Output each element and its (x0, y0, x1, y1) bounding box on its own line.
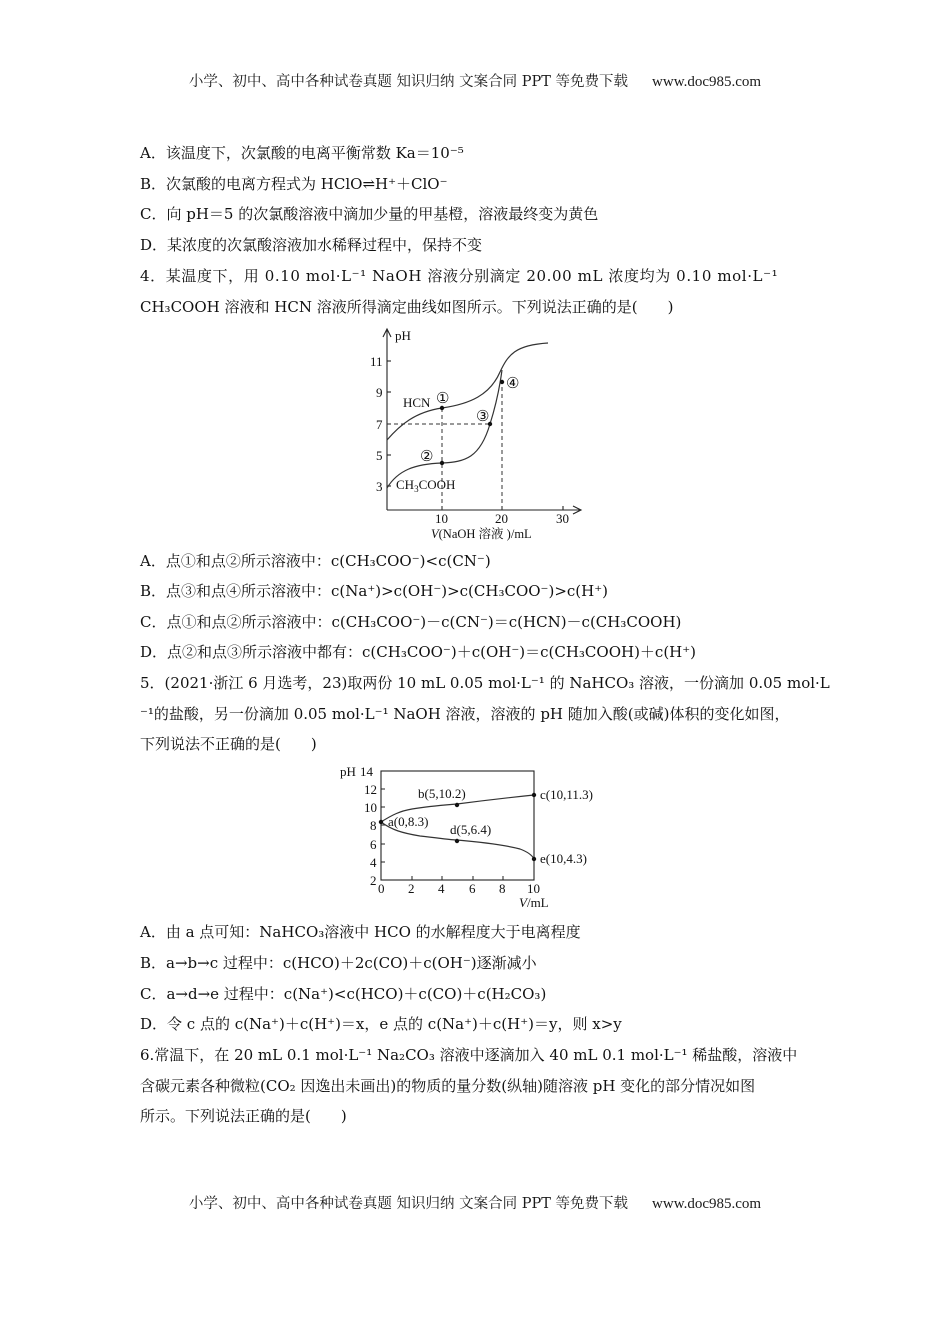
svg-text:20: 20 (495, 511, 508, 526)
q5-option-a: A．由 a 点可知：NaHCO₃溶液中 HCO 的水解程度大于电离程度 (140, 923, 581, 941)
q5-option-d: D．令 c 点的 c(Na⁺)＋c(H⁺)＝x，e 点的 c(Na⁺)＋c(H⁺)＝y，则 x>y (140, 1015, 622, 1033)
svg-text:10: 10 (435, 511, 448, 526)
point-c (532, 793, 536, 797)
footer-url[interactable]: www.doc985.com (652, 1196, 762, 1212)
svg-text:V(NaOH 溶液 )/mL: V(NaOH 溶液 )/mL (431, 527, 532, 541)
q6-stem-line1: 6.常温下，在 20 mL 0.1 mol·L⁻¹ Na₂CO₃ 溶液中逐滴加入 40 mL 0.1 mol·L⁻¹ 稀盐酸，溶液中 (140, 1046, 798, 1064)
q4-option-d: D．点②和点③所示溶液中都有：c(CH₃COO⁻)＋c(OH⁻)＝c(CH₃COOH)＋c(H⁺) (140, 643, 697, 661)
svg-text:b(5,10.2): b(5,10.2) (418, 786, 466, 801)
q3-option-b: B．次氯酸的电离方程式为 HClO⇌H⁺＋ClO⁻ (140, 175, 448, 193)
svg-text:3: 3 (376, 479, 383, 494)
page-footer (0, 1192, 950, 1213)
svg-text:CH3COOH: $CH_3COOH$ (396, 477, 456, 494)
svg-text:10: 10 (527, 881, 540, 896)
svg-text:8: 8 (499, 881, 506, 896)
page-header (0, 70, 950, 91)
point-e (532, 857, 536, 861)
header-banner: 小学、初中、高中各种试卷真题 知识归纳 文案合同 PPT 等免费下载 (188, 74, 629, 90)
q4-option-b: B．点③和点④所示溶液中：c(Na⁺)>c(OH⁻)>c(CH₃COO⁻)>c(H⁺) (140, 582, 608, 600)
svg-text:12: 12 (364, 782, 377, 797)
titration-chart (360, 322, 600, 544)
svg-text:6: 6 (370, 837, 377, 852)
svg-text:pH: pH (395, 328, 411, 343)
point-b (455, 803, 459, 807)
svg-text:14: 14 (360, 764, 373, 779)
q5-stem-line3: 下列说法不正确的是( ) (140, 735, 317, 753)
point-4 (500, 380, 504, 384)
hcn-curve (387, 343, 548, 440)
svg-text:d(5,6.4): d(5,6.4) (450, 822, 492, 837)
header-url[interactable]: www.doc985.com (652, 74, 762, 90)
svg-text:30: 30 (556, 511, 569, 526)
q5-stem-line2: ⁻¹的盐酸，另一份滴加 0.05 mol·L⁻¹ NaOH 溶液，溶液的 pH 随加入酸(或碱)体积的变化如图， (140, 705, 790, 723)
q3-option-d: D．某浓度的次氯酸溶液加水稀释过程中，保持不变 (140, 236, 483, 254)
ch3cooh-curve (387, 370, 502, 488)
q6-stem-line3: 所示。下列说法正确的是( ) (140, 1107, 347, 1125)
svg-text:9: 9 (376, 385, 383, 400)
q4-stem-line2: CH₃COOH 溶液和 HCN 溶液所得滴定曲线如图所示。下列说法正确的是( ) (140, 298, 674, 316)
q3-option-a: A．该温度下，次氯酸的电离平衡常数 Ka＝10⁻⁵ (140, 144, 464, 162)
svg-text:a(0,8.3): a(0,8.3) (388, 814, 429, 829)
nahco3-ph-chart (335, 758, 620, 913)
q5-option-b: B．a→b→c 过程中：c(HCO)＋2c(CO)＋c(OH⁻)逐渐减小 (140, 954, 537, 972)
q4-stem-line1: 4．某温度下，用 0.10 mol·L⁻¹ NaOH 溶液分别滴定 20.00 mL 浓度均为 0.10 mol·L⁻¹ (140, 267, 779, 285)
svg-text:2: 2 (370, 873, 377, 888)
svg-text:2: 2 (408, 881, 415, 896)
svg-text:10: 10 (364, 800, 377, 815)
point-d (455, 839, 459, 843)
point-a (379, 820, 383, 824)
q5-stem-line1: 5．(2021·浙江 6 月选考，23)取两份 10 mL 0.05 mol·L⁻¹ 的 NaHCO₃ 溶液，一份滴加 0.05 mol·L (140, 674, 830, 692)
svg-text:HCN: HCN (403, 395, 431, 410)
q6-stem-line2: 含碳元素各种微粒(CO₂ 因逸出未画出)的物质的量分数(纵轴)随溶液 pH 变化的部分情况如图 (140, 1077, 756, 1095)
svg-text:6: 6 (469, 881, 476, 896)
q5-option-c: C．a→d→e 过程中：c(Na⁺)<c(HCO)＋c(CO)＋c(H₂CO₃) (140, 985, 547, 1003)
footer-banner: 小学、初中、高中各种试卷真题 知识归纳 文案合同 PPT 等免费下载 (188, 1196, 629, 1212)
svg-text:②: ② (420, 449, 434, 465)
svg-text:V/mL: V/mL (519, 895, 549, 910)
svg-text:①: ① (436, 391, 450, 407)
q4-option-c: C．点①和点②所示溶液中：c(CH₃COO⁻)－c(CN⁻)＝c(HCN)－c(CH₃COOH) (140, 613, 682, 631)
svg-text:e(10,4.3): e(10,4.3) (540, 851, 587, 866)
svg-text:11: 11 (370, 354, 383, 369)
svg-text:pH: pH (340, 764, 356, 779)
svg-text:4: 4 (438, 881, 445, 896)
point-2 (440, 461, 444, 465)
q3-option-c: C．向 pH＝5 的次氯酸溶液中滴加少量的甲基橙，溶液最终变为黄色 (140, 205, 599, 223)
svg-text:7: 7 (376, 417, 383, 432)
svg-text:8: 8 (370, 818, 377, 833)
svg-text:0: 0 (378, 881, 385, 896)
svg-text:④: ④ (506, 376, 520, 392)
svg-text:5: 5 (376, 448, 383, 463)
q4-option-a: A．点①和点②所示溶液中：c(CH₃COO⁻)<c(CN⁻) (140, 552, 491, 570)
svg-text:c(10,11.3): c(10,11.3) (540, 787, 593, 802)
svg-text:4: 4 (370, 855, 377, 870)
svg-text:③: ③ (476, 409, 490, 425)
